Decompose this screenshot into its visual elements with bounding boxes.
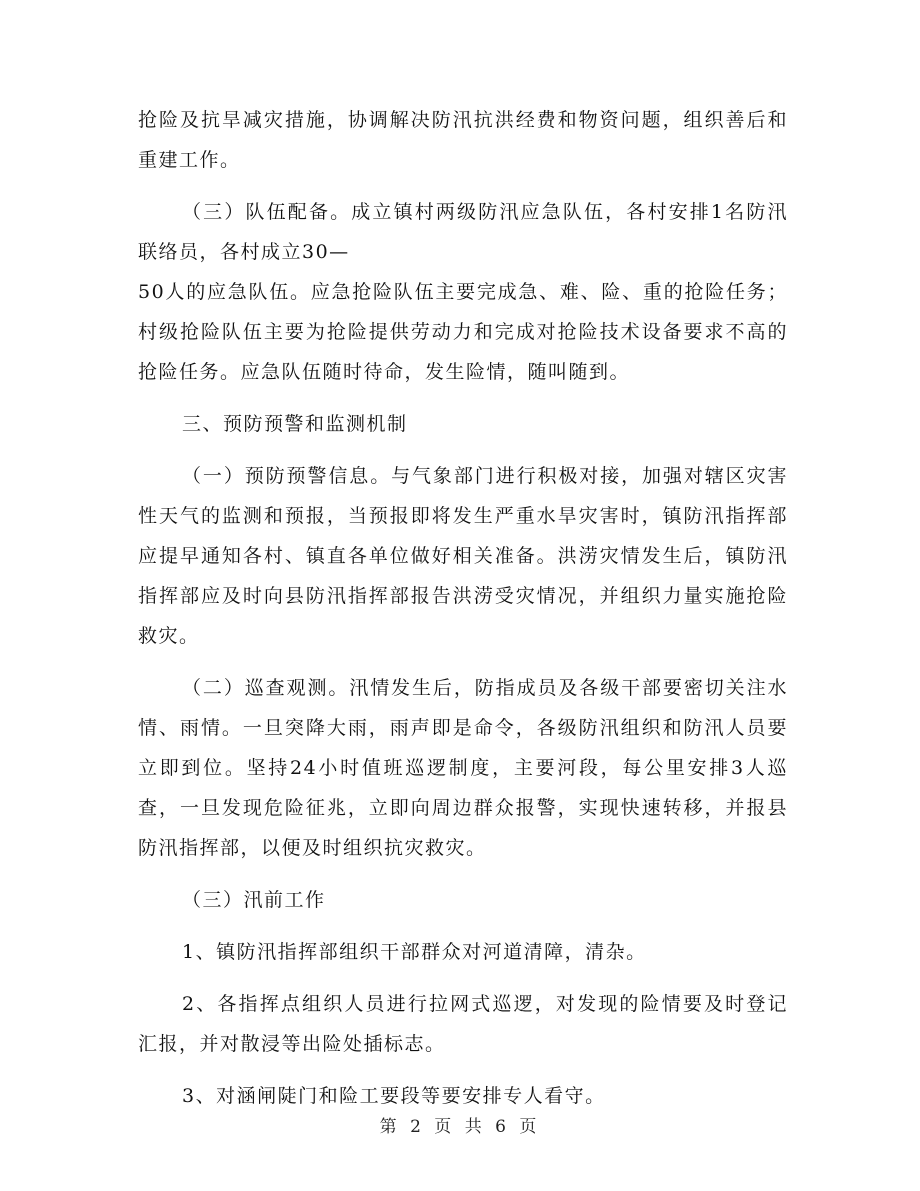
page-number-footer: 第 2 页 共 6 页 xyxy=(379,1117,541,1137)
paragraph-1: 抢险及抗旱减灾措施，协调解决防汛抗洪经费和物资问题，组织善后和重建工作。 xyxy=(138,109,788,171)
document-body xyxy=(138,100,788,1116)
subsection-heading: （三）汛前工作 xyxy=(182,889,326,911)
list-item-3: 3、对涵闸陡门和险工要段等要安排专人看守。 xyxy=(182,1085,606,1107)
paragraph-2: （三）队伍配备。成立镇村两级防汛应急队伍，各村安排1名防汛联络员，各村成立30— 50人的应急队伍。应急抢险队伍主要完成急、难、险、重的抢险任务；村级抢险队伍主要为抢险提供劳动力和完成对抢险技术设备要求不高的抢险任务。应急队伍随时待命，发生险情，随叫随到。 xyxy=(138,201,788,383)
list-item-1: 1、镇防汛指挥部组织干部群众对河道清障，清杂。 xyxy=(182,941,647,963)
paragraph-3: （一）预防预警信息。与气象部门进行积极对接，加强对辖区灾害性天气的监测和预报，当预报即将发生严重水旱灾害时，镇防汛指挥部应提早通知各村、镇直各单位做好相关准备。洪涝灾情发生后，镇防汛指挥部应及时向县防汛指挥部报告洪涝受灾情况，并组织力量实施抢险救灾。 xyxy=(138,465,788,647)
section-heading: 三、预防预警和监测机制 xyxy=(182,413,408,435)
paragraph-4: （二）巡查观测。汛情发生后，防指成员及各级干部要密切关注水情、雨情。一旦突降大雨，雨声即是命令，各级防汛组织和防汛人员要立即到位。坚持24小时值班巡逻制度，主要河段，每公里安排3人巡查，一旦发现危险征兆，立即向周边群众报警，实现快速转移，并报县防汛指挥部，以便及时组织抗灾救灾。 xyxy=(138,677,788,859)
list-item-2: 2、各指挥点组织人员进行拉网式巡逻，对发现的险情要及时登记汇报，并对散浸等出险处插标志。 xyxy=(138,993,788,1055)
